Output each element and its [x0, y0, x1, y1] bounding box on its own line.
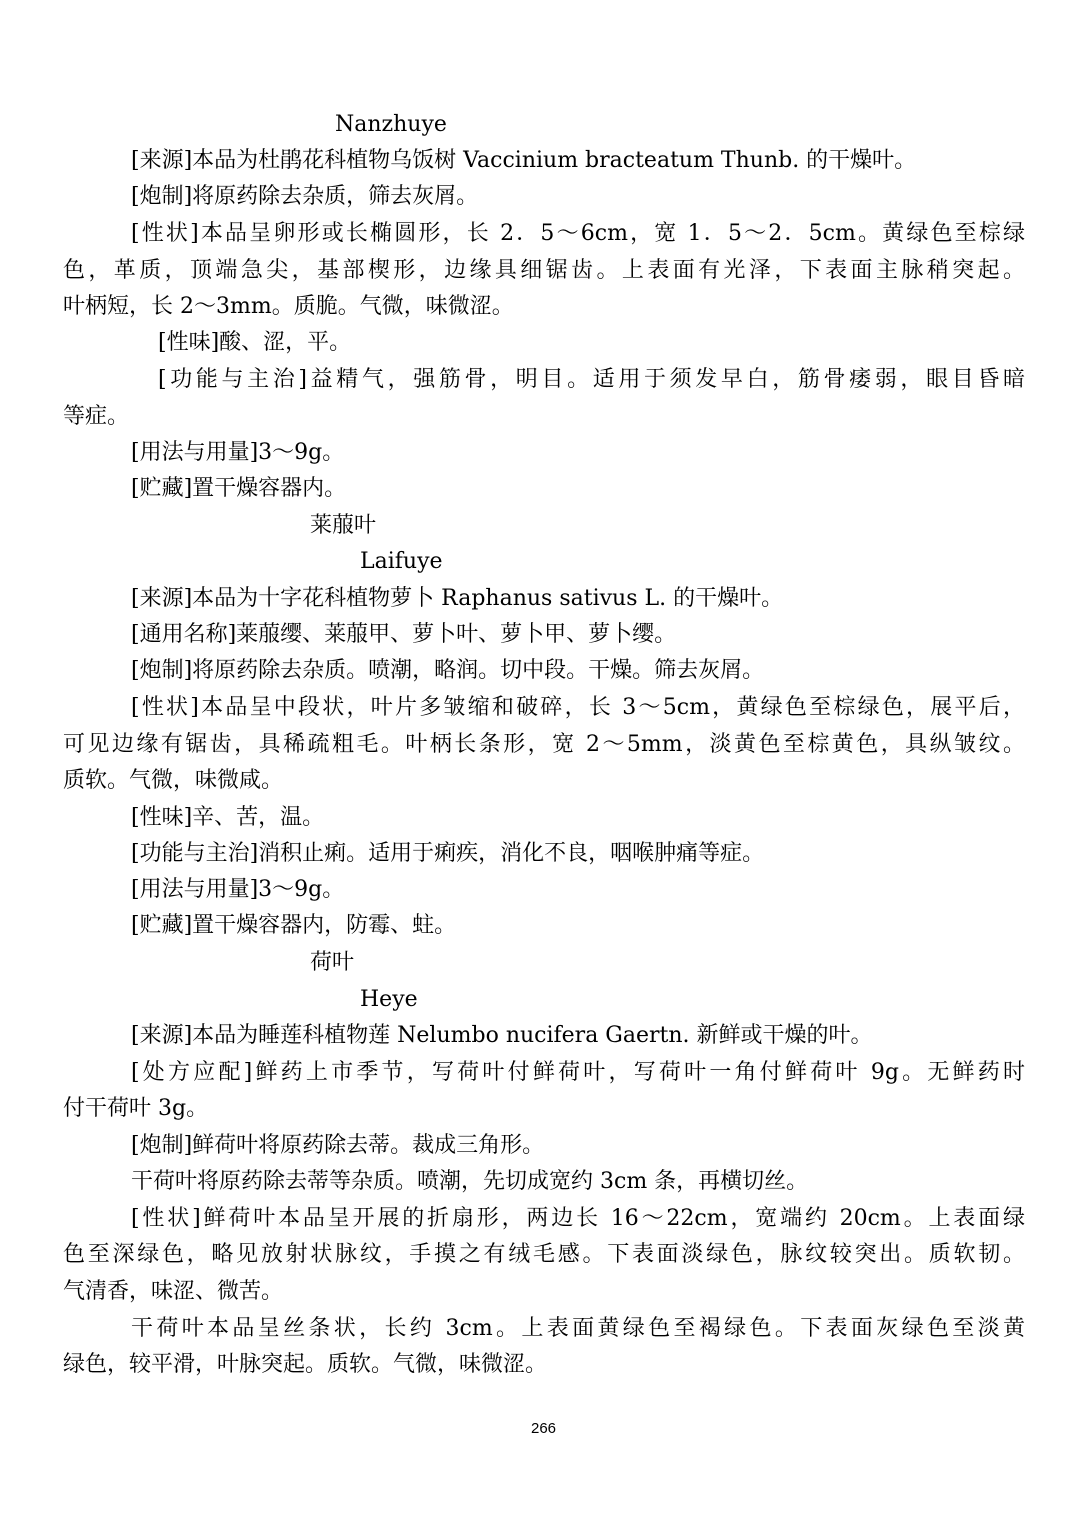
paragraph-line: [贮藏]置干燥容器内。: [131, 476, 347, 501]
entry-title-laifuye: 莱菔叶: [310, 513, 377, 538]
paragraph-line: 绿色，较平滑，叶脉突起。质软。气微，味微涩。: [63, 1352, 548, 1377]
paragraph-line: [用法与用量]3～9g。: [131, 877, 345, 902]
paragraph-line: [炮制]鲜荷叶将原药除去蒂。裁成三角形。: [131, 1133, 545, 1158]
paragraph-line: [来源]本品为十字花科植物萝卜 Raphanus sativus L. 的干燥叶。: [131, 586, 784, 611]
paragraph-line: [性味]酸、涩，平。: [158, 330, 352, 355]
paragraph-line: [性状]本品呈中段状，叶片多皱缩和破碎，长 3～5cm，黄绿色至棕绿色，展平后，: [131, 695, 1025, 720]
entry-title-pinyin-nanzhuye: Nanzhuye: [335, 112, 447, 137]
paragraph-line: 色，革质，顶端急尖，基部楔形，边缘具细锯齿。上表面有光泽，下表面主脉稍突起。: [63, 258, 1025, 283]
paragraph-line: [处方应配]鲜药上市季节，写荷叶付鲜荷叶，写荷叶一角付鲜荷叶 9g。无鲜药时: [131, 1060, 1025, 1085]
paragraph-line: 可见边缘有锯齿，具稀疏粗毛。叶柄长条形，宽 2～5mm，淡黄色至棕黄色，具纵皱纹。: [63, 732, 1025, 757]
paragraph-line: [炮制]将原药除去杂质。喷潮，略润。切中段。干燥。筛去灰屑。: [131, 658, 765, 683]
paragraph-line: 质软。气微，味微咸。: [63, 768, 284, 793]
paragraph-line: [功能与主治]消积止痢。适用于痢疾，消化不良，咽喉肿痛等症。: [131, 841, 765, 866]
paragraph-line: [性状]鲜荷叶本品呈开展的折扇形，两边长 16～22cm，宽端约 20cm。上表面绿: [131, 1206, 1025, 1231]
paragraph-line: [通用名称]莱菔缨、莱菔甲、萝卜叶、萝卜甲、萝卜缨。: [131, 622, 677, 647]
paragraph-line: 付干荷叶 3g。: [63, 1096, 209, 1121]
paragraph-line: 叶柄短，长 2～3mm。质脆。气微，味微涩。: [63, 294, 514, 319]
entry-title-heye: 荷叶: [310, 950, 355, 975]
paragraph-line: 干荷叶将原药除去蒂等杂质。喷潮，先切成宽约 3cm 条，再横切丝。: [131, 1169, 809, 1194]
paragraph-line: 干荷叶本品呈丝条状，长约 3cm。上表面黄绿色至褐绿色。下表面灰绿色至淡黄: [131, 1316, 1025, 1341]
paragraph-line: [贮藏]置干燥容器内，防霉、蛀。: [131, 913, 457, 938]
paragraph-line: [来源]本品为睡莲科植物莲 Nelumbo nucifera Gaertn. 新鲜或干燥的叶。: [131, 1023, 873, 1048]
entry-title-pinyin-heye: Heye: [360, 987, 418, 1012]
page-number: 266: [530, 1420, 557, 1437]
paragraph-line: [功能与主治]益精气，强筋骨，明目。适用于须发早白，筋骨痿弱，眼目昏暗: [158, 367, 1025, 392]
entry-title-pinyin-laifuye: Laifuye: [360, 549, 443, 574]
paragraph-line: [炮制]将原药除去杂质，筛去灰屑。: [131, 184, 479, 209]
paragraph-line: [用法与用量]3～9g。: [131, 440, 345, 465]
paragraph-line: 气清香，味涩、微苦。: [63, 1279, 284, 1304]
paragraph-line: [性状]本品呈卵形或长椭圆形，长 2．5～6cm，宽 1．5～2．5cm。黄绿色至棕绿: [131, 221, 1025, 246]
paragraph-line: [来源]本品为杜鹃花科植物乌饭树 Vaccinium bracteatum Thunb. 的干燥叶。: [131, 148, 917, 173]
paragraph-line: 等症。: [63, 404, 130, 429]
paragraph-line: 色至深绿色，略见放射状脉纹，手摸之有绒毛感。下表面淡绿色，脉纹较突出。质软韧。: [63, 1242, 1025, 1267]
paragraph-line: [性味]辛、苦，温。: [131, 805, 325, 830]
